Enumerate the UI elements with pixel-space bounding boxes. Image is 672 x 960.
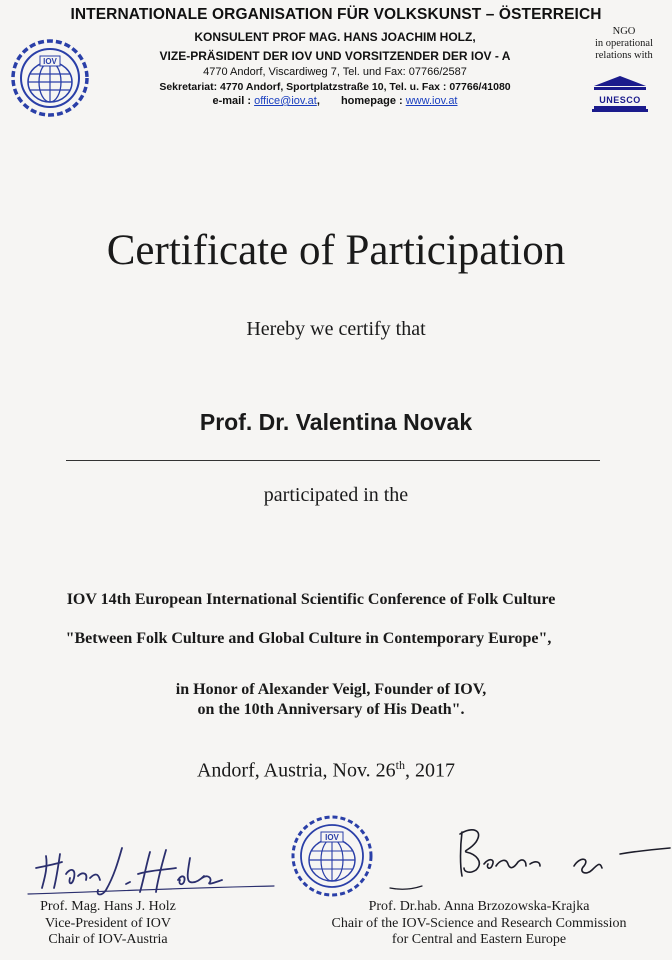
email-link[interactable]: office@iov.at bbox=[254, 95, 317, 107]
iov-globe-logo-icon bbox=[10, 38, 90, 118]
recipient-name: Prof. Dr. Valentina Novak bbox=[199, 409, 473, 435]
signatory-name: Prof. Mag. Hans J. Holz bbox=[40, 899, 176, 914]
conference-name: IOV 14th European International Scientific Conference of Folk Culture bbox=[66, 591, 556, 608]
letterhead-address: 4770 Andorf, Viscardiweg 7, Tel. und Fax: 07766/2587 bbox=[203, 66, 467, 78]
letterhead-line-1: KONSULENT PROF MAG. HANS JOACHIM HOLZ, bbox=[194, 30, 476, 44]
participated-text: participated in the bbox=[263, 484, 409, 506]
letterhead-contact bbox=[95, 95, 575, 107]
recipient-underline bbox=[66, 460, 600, 461]
signatory-role: Vice-President of IOV bbox=[45, 915, 171, 931]
signatory-role: Chair of IOV-Austria bbox=[48, 932, 168, 947]
ngo-line: NGO bbox=[612, 26, 636, 37]
letterhead-secretariat: Sekretariat: 4770 Andorf, Sportplatzstraße 10, Tel. u. Fax : 07766/41080 bbox=[159, 81, 511, 93]
certificate-title: Certificate of Participation bbox=[106, 227, 566, 274]
signature-brzozowska-icon bbox=[380, 818, 672, 898]
certify-text: Hereby we certify that bbox=[246, 318, 426, 340]
letterhead-line-2: VIZE-PRÄSIDENT DER IOV UND VORSITZENDER DER IOV - A bbox=[159, 49, 511, 63]
iov-stamp-icon bbox=[290, 814, 374, 898]
issue-date bbox=[0, 758, 672, 783]
organisation-name: INTERNATIONALE ORGANISATION FÜR VOLKSKUNST – ÖSTERREICH bbox=[70, 6, 602, 23]
ngo-line: relations with bbox=[595, 50, 653, 61]
unesco-temple-icon bbox=[590, 76, 650, 112]
signatory-role: for Central and Eastern Europe bbox=[391, 932, 567, 947]
date-suffix-ordinal: th bbox=[395, 758, 406, 772]
email-label: e-mail : bbox=[212, 95, 252, 107]
conference-honor bbox=[0, 680, 672, 720]
ngo-note bbox=[578, 26, 670, 62]
homepage-link[interactable]: www.iov.at bbox=[405, 95, 458, 107]
signatory-left bbox=[18, 899, 198, 949]
conference-subtitle: "Between Folk Culture and Global Culture in Contemporary Europe", bbox=[65, 630, 552, 647]
signatory-role: Chair of the IOV-Science and Research Commission bbox=[331, 915, 627, 931]
signatory-right bbox=[286, 899, 672, 949]
logo-text: IOV bbox=[43, 57, 57, 66]
stamp-text: IOV bbox=[325, 833, 339, 842]
date-prefix: Andorf, Austria, Nov. 26 bbox=[196, 759, 396, 782]
ngo-line: in operational bbox=[594, 38, 654, 49]
signatory-name: Prof. Dr.hab. Anna Brzozowska-Krajka bbox=[368, 899, 590, 914]
email-separator: , bbox=[316, 95, 320, 107]
homepage-label: homepage : bbox=[340, 95, 403, 107]
signature-holz-icon bbox=[26, 838, 276, 900]
unesco-logo-text: UNESCO bbox=[599, 95, 641, 105]
date-year: , 2017 bbox=[405, 759, 456, 782]
honor-line: on the 10th Anniversary of His Death". bbox=[197, 701, 465, 718]
honor-line: in Honor of Alexander Veigl, Founder of IOV, bbox=[175, 681, 487, 698]
